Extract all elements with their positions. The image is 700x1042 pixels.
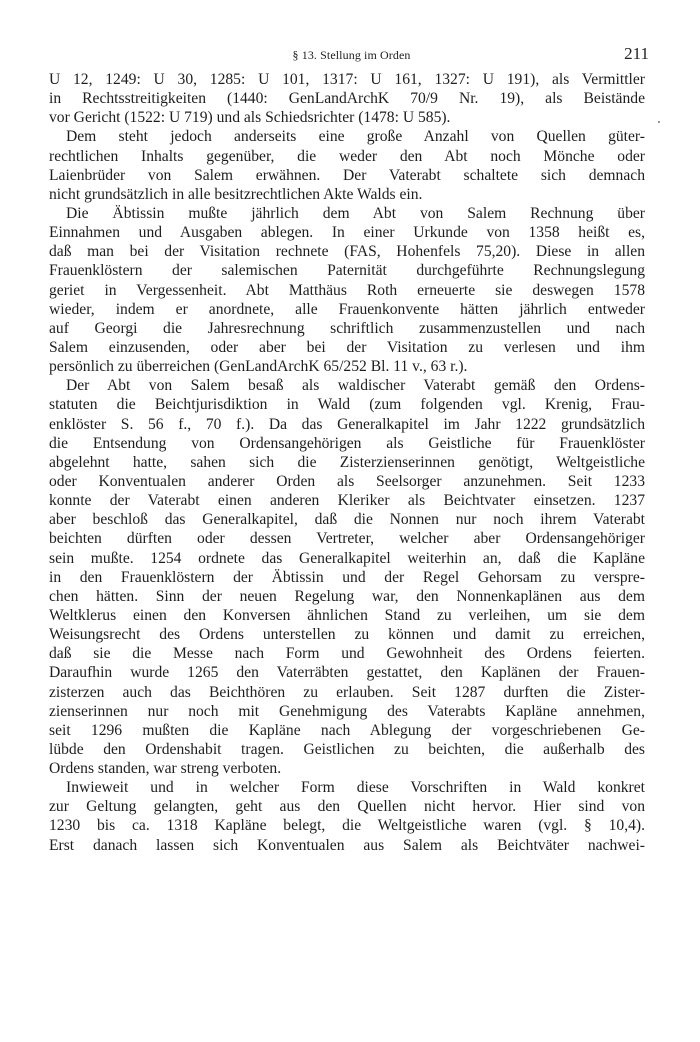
text-line: aber beschloß das Generalkapitel, daß die Nonnen nur noch ihrem Vaterabt <box>49 511 645 529</box>
paragraph <box>49 204 645 376</box>
text-line: statuten die Beichtjurisdiktion in Wald (zum folgenden vgl. Krenig, Frau- <box>49 396 645 414</box>
text-line: Weisungsrecht des Ordens unterstellen zu können und damit zu erreichen, <box>49 626 645 644</box>
text-line: geriet in Vergessenheit. Abt Matthäus Roth erneuerte sie deswegen 1578 <box>49 281 645 299</box>
text-line: enklöster S. 56 f., 70 f.). Da das Generalkapitel im Jahr 1222 grundsätzlich <box>49 415 645 433</box>
text-line: sein mußte. 1254 ordnete das Generalkapitel weiterhin an, daß die Kapläne <box>49 549 645 567</box>
text-line: zur Geltung gelangten, geht aus den Quellen nicht hervor. Hier sind von <box>49 798 645 816</box>
text-line: U 12, 1249: U 30, 1285: U 101, 1317: U 161, 1327: U 191), als Vermittler <box>49 71 645 88</box>
paragraph <box>49 376 645 778</box>
text-line: in den Frauenklöstern der Äbtissin und der Regel Gehorsam zu verspre- <box>49 568 645 586</box>
text-line: abgelehnt hatte, sahen sich die Zisterzienserinnen genötigt, Weltgeistliche <box>49 453 645 471</box>
running-head-title: § 13. Stellung im Orden <box>292 48 411 62</box>
body-text <box>49 70 645 855</box>
text-line: Ordens standen, war streng verboten. <box>49 760 282 778</box>
text-line: oder Konventualen anderer Orden als Seelsorger anzunehmen. Seit 1233 <box>49 472 645 490</box>
text-line: vor Gericht (1522: U 719) und als Schiedsrichter (1478: U 585). <box>49 109 451 127</box>
text-line: zisterzen auch das Beichthören zu erlauben. Seit 1287 durften die Zister- <box>49 683 645 701</box>
text-line: Salem einzusenden, oder aber bei der Visitation zu verlesen und ihm <box>49 338 645 356</box>
paragraph <box>49 70 645 127</box>
text-line: nicht grundsätzlich in alle besitzrechtlichen Akte Walds ein. <box>49 185 423 203</box>
margin-speck <box>658 121 660 123</box>
text-line: lübde den Ordenshabit tragen. Geistlichen zu beichten, die außerhalb des <box>49 740 645 758</box>
text-line: Einnahmen und Ausgaben ablegen. In einer Urkunde von 1358 heißt es, <box>49 224 645 242</box>
paragraph <box>49 127 645 204</box>
paragraph <box>49 778 645 855</box>
text-line: daß sie die Messe nach Form und Gewohnheit des Ordens feierten. <box>49 645 645 663</box>
text-line: 1230 bis ca. 1318 Kapläne belegt, die Weltgeistliche waren (vgl. § 10,4). <box>49 817 645 835</box>
text-line: die Entsendung von Ordensangehörigen als Geistliche für Frauenklöster <box>49 434 645 452</box>
text-line: Daraufhin wurde 1265 den Vaterräbten gestattet, den Kaplänen der Frauen- <box>49 664 645 682</box>
text-line: Laienbrüder von Salem erwähnen. Der Vaterabt schaltete sich demnach <box>49 166 645 184</box>
text-line: beichten dürften oder dessen Vertreter, welcher aber Ordensangehöriger <box>49 530 645 548</box>
text-line: Frauenklöstern der salemischen Paternität durchgeführte Rechnungslegung <box>49 262 645 280</box>
text-line: Der Abt von Salem besaß als waldischer Vaterabt gemäß den Ordens- <box>66 377 645 395</box>
text-line: chen hätten. Sinn der neuen Regelung war, den Nonnenkaplänen aus dem <box>49 587 645 605</box>
text-line: konnte der Vaterabt einen anderen Kleriker als Beichtvater einsetzen. 1237 <box>49 492 645 510</box>
text-line: Dem steht jedoch anderseits eine große Anzahl von Quellen güter- <box>66 128 645 146</box>
text-line: seit 1296 mußten die Kapläne nach Ablegung der vorgeschriebenen Ge- <box>49 721 645 739</box>
text-line: in Rechtsstreitigkeiten (1440: GenLandArchK 70/9 Nr. 19), als Beistände <box>49 90 645 108</box>
text-line: zienserinnen nur noch mit Genehmigung des Vaterabts Kapläne annehmen, <box>49 702 645 720</box>
text-line: Inwieweit und in welcher Form diese Vorschriften in Wald konkret <box>66 779 645 797</box>
text-line: persönlich zu überreichen (GenLandArchK 65/252 Bl. 11 v., 63 r.). <box>49 358 468 376</box>
text-line: wieder, indem er anordnete, alle Frauenkonvente hätten jährlich entweder <box>49 300 645 318</box>
running-head <box>48 44 655 66</box>
text-line: Weltklerus einen den Konversen ähnlichen Stand zu verleihen, um sie dem <box>49 606 645 624</box>
page-number: 211 <box>624 44 649 63</box>
text-line: rechtlichen Inhalts gegenüber, die weder den Abt noch Mönche oder <box>49 147 645 165</box>
text-line: daß man bei der Visitation rechnete (FAS, Hohenfels 75,20). Diese in allen <box>49 243 645 261</box>
text-line: auf Georgi die Jahresrechnung schriftlich zusammenzustellen und nach <box>49 319 645 337</box>
text-line: Die Äbtissin mußte jährlich dem Abt von Salem Rechnung über <box>66 204 645 222</box>
text-line: Erst danach lassen sich Konventualen aus Salem als Beichtväter nachwei- <box>49 836 645 854</box>
